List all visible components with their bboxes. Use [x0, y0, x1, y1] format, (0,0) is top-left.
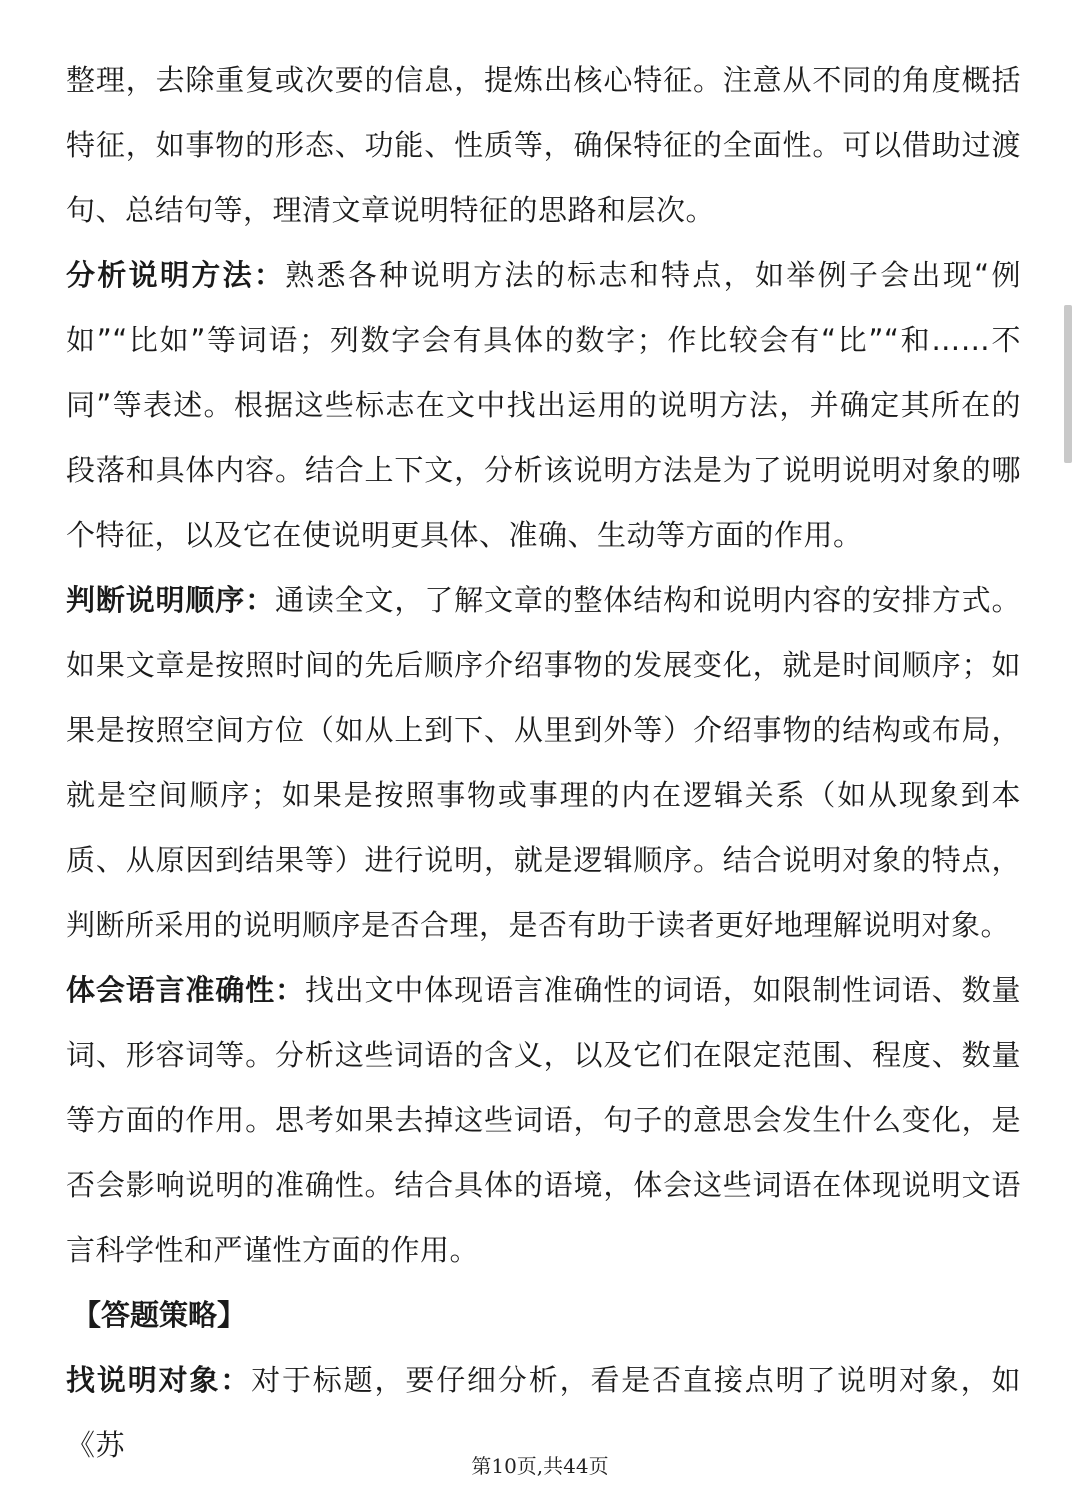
paragraph-lead: 找说明对象：	[66, 1363, 252, 1397]
paragraph-feature-summary	[66, 48, 1021, 243]
paragraph-lead: 判断说明顺序：	[66, 583, 275, 617]
section-heading: 【答题策略】	[72, 1298, 247, 1332]
document-body	[66, 48, 1021, 1478]
paragraph-explanation-methods	[66, 243, 1021, 568]
paragraph-lead: 分析说明方法：	[66, 258, 286, 292]
paragraph-text: 熟悉各种说明方法的标志和特点，如举例子会出现“例如”“比如”等词语；列数字会有具体的数字；作比较会有“比”“和……不同”等表述。根据这些标志在文中找出运用的说明方法，并确定其所在的段落和具体内容。结合上下文，分析该说明方法是为了说明说明对象的哪个特征，以及它在使说明更具体、准确、生动等方面的作用。	[66, 258, 1021, 552]
scrollbar-thumb[interactable]	[1064, 305, 1072, 463]
page-number-footer: 第10页,共44页	[471, 1454, 609, 1478]
paragraph-language-accuracy	[66, 958, 1021, 1283]
paragraph-text: 找出文中体现语言准确性的词语，如限制性词语、数量词、形容词等。分析这些词语的含义，以及它们在限定范围、程度、数量等方面的作用。思考如果去掉这些词语，句子的意思会发生什么变化，是否会影响说明的准确性。结合具体的语境，体会这些词语在体现说明文语言科学性和严谨性方面的作用。	[66, 973, 1021, 1267]
paragraph-lead: 体会语言准确性：	[66, 973, 305, 1007]
paragraph-explanation-order	[66, 568, 1021, 958]
paragraph-text: 对于标题，要仔细分析，看是否直接点明了说明对象，如《苏	[66, 1363, 1021, 1462]
paragraph-text: 通读全文，了解文章的整体结构和说明内容的安排方式。如果文章是按照时间的先后顺序介绍事物的发展变化，就是时间顺序；如果是按照空间方位（如从上到下、从里到外等）介绍事物的结构或布局，就是空间顺序；如果是按照事物或事理的内在逻辑关系（如从现象到本质、从原因到结果等）进行说明，就是逻辑顺序。结合说明对象的特点，判断所采用的说明顺序是否合理，是否有助于读者更好地理解说明对象。	[66, 583, 1021, 942]
paragraph-text: 整理，去除重复或次要的信息，提炼出核心特征。注意从不同的角度概括特征，如事物的形态、功能、性质等，确保特征的全面性。可以借助过渡句、总结句等，理清文章说明特征的思路和层次。	[66, 63, 1021, 227]
